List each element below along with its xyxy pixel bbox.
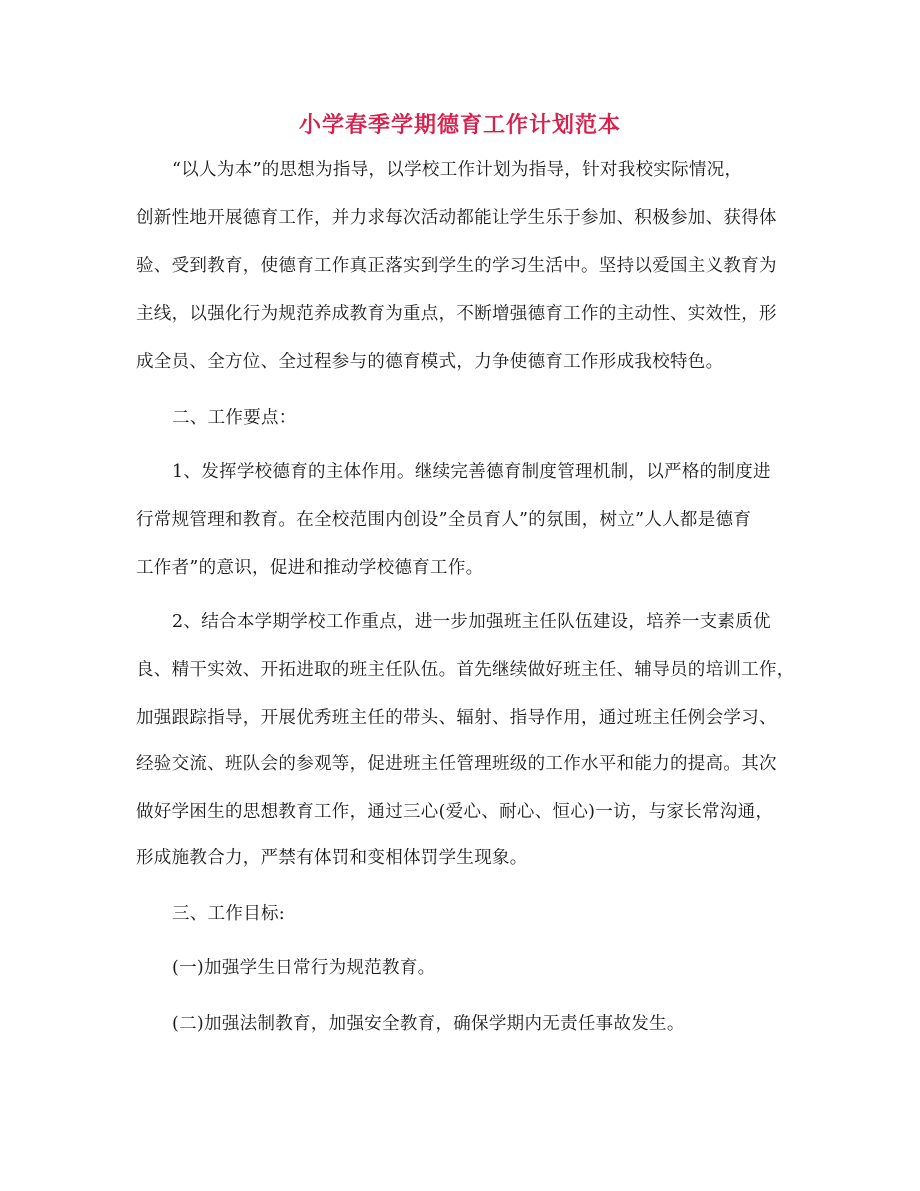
paragraph-line: “以人为本”的思想为指导，以学校工作计划为指导，针对我校实际情况，: [172, 160, 743, 180]
section-heading: 三、工作目标:: [172, 904, 285, 924]
list-item: (二)加强法制教育，加强安全教育，确保学期内无责任事故发生。: [172, 1014, 685, 1034]
paragraph-line: 主线，以强化行为规范养成教育为重点，不断增强德育工作的主动性、实效性，形: [136, 304, 777, 324]
paragraph-line: 成全员、全方位、全过程参与的德育模式，力争使德育工作形成我校特色。: [136, 352, 724, 372]
paragraph-line: 验、受到教育，使德育工作真正落实到学生的学习生活中。坚持以爱国主义教育为: [136, 256, 777, 276]
paragraph-line: 做好学困生的思想教育工作，通过三心(爱心、耐心、恒心)一访，与家长常沟通，: [136, 802, 774, 822]
paragraph-line: 形成施教合力，严禁有体罚和变相体罚学生现象。: [136, 848, 528, 868]
paragraph-line: 2、结合本学期学校工作重点，进一步加强班主任队伍建设，培养一支素质优: [172, 612, 771, 632]
paragraph-line: 行常规管理和教育。在全校范围内创设”全员育人”的氛围，树立”人人都是德育: [136, 510, 752, 530]
section-heading: 二、工作要点：: [172, 408, 297, 428]
list-item: (一)加强学生日常行为规范教育。: [172, 958, 436, 978]
paragraph-line: 工作者”的意识，促进和推动学校德育工作。: [136, 558, 484, 578]
paragraph-line: 良、精干实效、开拓进取的班主任队伍。首先继续做好班主任、辅导员的培训工作，: [136, 660, 795, 680]
paragraph-line: 加强跟踪指导，开展优秀班主任的带头、辐射、指导作用，通过班主任例会学习、: [136, 708, 777, 728]
document-title: 小学春季学期德育工作计划范本: [298, 113, 621, 138]
paragraph-line: 1、发挥学校德育的主体作用。继续完善德育制度管理机制，以严格的制度进: [172, 462, 771, 482]
paragraph-line: 创新性地开展德育工作，并力求每次活动都能让学生乐于参加、积极参加、获得体: [136, 208, 777, 228]
paragraph-line: 经验交流、班队会的参观等，促进班主任管理班级的工作水平和能力的提高。其次: [136, 754, 777, 774]
